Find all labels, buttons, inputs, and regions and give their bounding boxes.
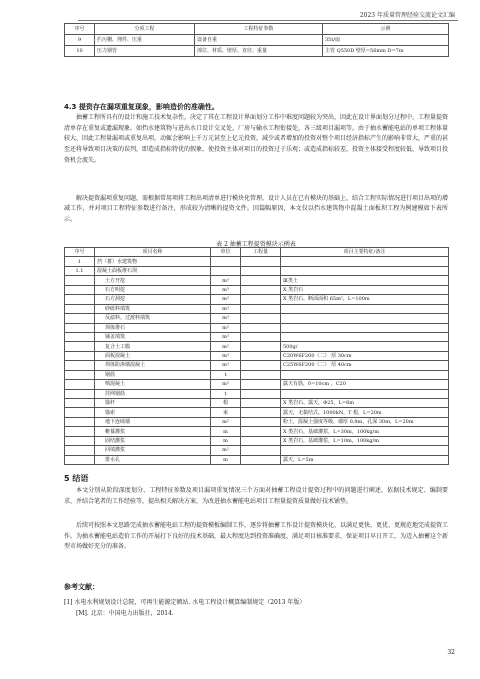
table-cell xyxy=(241,285,281,294)
table-cell xyxy=(65,455,95,464)
table-cell: 露天，L=5m xyxy=(281,455,449,464)
table-cell xyxy=(241,408,281,417)
running-header: 2023 年质量管理经验交流论文汇编 xyxy=(359,12,455,19)
table-cell: 束 xyxy=(211,408,241,417)
table-cell: C25W6F200（二） 厚 40cm xyxy=(281,361,449,370)
table-cell: X 类岩石，断面面积 65m²，L=100m xyxy=(281,295,449,304)
table-row xyxy=(65,455,449,464)
table-row xyxy=(65,276,449,285)
col-header: 分项工程 xyxy=(95,24,195,35)
body-paragraph: 解决提资漏项重复问题，需根据常用项将工程出项清单进行模块化管理。设计人员在已有模块的基础上，结合工程实际情况进行项目出项的增减工作，并对项目工程特征参数进行备注，形成较为清晰的提资文件。因篇幅原因，本文仅以挡水建筑物中混凝土面板坝工程为例建模如下表所示。 xyxy=(64,195,449,223)
table-cell xyxy=(281,266,449,275)
table-cell: 地下连续墙 xyxy=(95,417,211,426)
table-row xyxy=(65,361,449,370)
table-cell xyxy=(241,380,281,389)
references-heading: 参考文献： xyxy=(64,583,99,591)
table-cell xyxy=(241,455,281,464)
table-cell: 挂网钢筋 xyxy=(95,389,211,398)
table-cell xyxy=(241,332,281,341)
table-cell xyxy=(281,332,449,341)
col-header: 序号 xyxy=(65,24,95,35)
table-cell: 钢筋 xyxy=(95,370,211,379)
table-cell: m² xyxy=(211,417,241,426)
table-row xyxy=(65,304,449,313)
col-header: 项目名称 xyxy=(95,248,211,257)
body-paragraph: 后续可按照本文思路完成抽水蓄能电站工程的提资模板编制工作，逐步将抽蓄工作设计提资模块化，以满足更快、更优、更规范地完成提资工作。为抽水蓄能电站造价工作的开展打下良好的技术基础，最大程度达到投资准确度，满足项目核准要求，保证项目早日开工，为迈入抽蓄这个新型市场做好充分的准备。 xyxy=(64,522,449,551)
col-header: 序号 xyxy=(65,248,95,257)
table-cell: 粉土，混凝土强度等级、墙厚 0.8m，孔深 30m，L=20m xyxy=(281,417,449,426)
table-caption: 表 2 抽蓄工程提资模块示例表 xyxy=(216,241,296,248)
table-cell: m xyxy=(211,436,241,445)
table-cell: m xyxy=(211,455,241,464)
table-cell xyxy=(65,417,95,426)
table-cell: X 类岩石，基础灌浆，L=10m，100kg/m xyxy=(281,436,449,445)
reference-item: [1] 水电水利规划设计总院，可再生能源定额站. 水电工程设计概算编制规定（2013 年版） xyxy=(64,599,306,606)
table-cell xyxy=(241,361,281,370)
table-cell: m³ xyxy=(211,304,241,313)
table-cell: 设备自重 xyxy=(195,35,323,46)
table-cell: m³ xyxy=(211,295,241,304)
table-cell xyxy=(65,323,95,332)
table-row xyxy=(65,257,449,266)
table-cell xyxy=(281,314,449,323)
table-row xyxy=(65,285,449,294)
table-row xyxy=(65,417,449,426)
table-cell xyxy=(241,399,281,408)
table-cell xyxy=(281,389,449,398)
table-cell xyxy=(65,399,95,408)
table-cell: 主管 Q550D 壁厚=56mm D=7m xyxy=(323,46,449,57)
table-cell: 露天有筋，δ=10cm ，C20 xyxy=(281,380,449,389)
table-row xyxy=(65,46,449,57)
table-cell: t xyxy=(211,370,241,379)
table-row xyxy=(65,35,449,46)
table-cell xyxy=(65,408,95,417)
table-cell xyxy=(281,257,449,266)
table-1 xyxy=(64,23,449,57)
table-cell: m³ xyxy=(211,361,241,370)
body-paragraph: 抽蓄工程所具有的设计和施工技术复杂性，决定了其在工程设计界面划分工作中难度问题较为突出，因此在设计界面划分过程中，工程量提资清单存在重复或遗漏现象。如挡水建筑物与进出水口设计交叉处，厂房与输水工程衔接处，各三级项目漏项等。由于抽水蓄能电站的单项工程体量较大，因此工程量漏项或重复出项，动辄会影响上千万元甚至上亿元投资，减少或者增加的投资对整个项目经济指标产生的影响非常大，严重的甚至还将导致项目决策的误判，即造成指标特优的假象，使投资主体对项目的投资过于乐观；或造成指标较差，投资主体接受程度较低，导致项目投资机会流失。 xyxy=(64,114,449,164)
table-row xyxy=(65,332,449,341)
table-row xyxy=(65,389,449,398)
table-cell: m³ xyxy=(211,314,241,323)
table-cell: 固结灌浆 xyxy=(95,436,211,445)
table-cell: 根 xyxy=(211,399,241,408)
table-cell: 1.1 xyxy=(65,266,95,275)
table-cell: 砂砾料填筑 xyxy=(95,304,211,313)
table-cell xyxy=(65,436,95,445)
table-cell: 铺盖填筑 xyxy=(95,332,211,341)
table-cell: 部位、材质、壁厚、直径、重量 xyxy=(195,46,323,57)
table-cell xyxy=(281,323,449,332)
table-cell xyxy=(65,361,95,370)
table-cell: 坝体堆石 xyxy=(95,323,211,332)
table-cell xyxy=(281,370,449,379)
table-cell xyxy=(65,380,95,389)
table-cell: m³ xyxy=(211,380,241,389)
table-2-body xyxy=(65,257,449,465)
table-cell xyxy=(241,436,281,445)
table-row xyxy=(65,266,449,275)
table-cell xyxy=(241,323,281,332)
table-row xyxy=(65,380,449,389)
table-cell: 坝体防渗墙混凝土 xyxy=(95,361,211,370)
table-cell: 混凝土面板堆石坝 xyxy=(95,266,211,275)
table-cell xyxy=(241,257,281,266)
table-cell: 拦污栅、埋件、压重 xyxy=(95,35,195,46)
table-cell: 喷混凝土 xyxy=(95,380,211,389)
table-cell xyxy=(65,351,95,360)
table-cell xyxy=(65,427,95,436)
table-cell: 石方洞挖 xyxy=(95,295,211,304)
table-header-row xyxy=(65,248,449,257)
table-cell: 复合土工膜 xyxy=(95,342,211,351)
table-cell: m³ xyxy=(211,323,241,332)
col-header: 工程特征参数 xyxy=(195,24,323,35)
table-cell xyxy=(241,427,281,436)
table-cell: 反滤料、过渡料填筑 xyxy=(95,314,211,323)
table-cell xyxy=(65,285,95,294)
table-cell xyxy=(281,446,449,455)
table-cell: 500g/ xyxy=(281,342,449,351)
table-row xyxy=(65,295,449,304)
table-cell xyxy=(65,295,95,304)
reference-item-continuation: [M]. 北京：中国电力出版社，2014. xyxy=(76,610,174,617)
table-cell: 10 xyxy=(65,46,95,57)
table-cell xyxy=(241,370,281,379)
table-cell: 锚索 xyxy=(95,408,211,417)
table-cell xyxy=(211,257,241,266)
body-paragraph: 本文分别从阶段深度划分、工程特征参数及项目漏项重复情况三个方面对抽蓄工程设计提资过程中的问题进行阐述，依据技术规定、编制要求，并结合笔者的工作经验等，提出相关解决方案，为改进抽水蓄能电站项目工程量提资质量做好技术铺垫。 xyxy=(64,487,448,505)
col-header: 单位 xyxy=(211,248,241,257)
table-cell xyxy=(241,276,281,285)
table-cell xyxy=(241,417,281,426)
table-cell: m³ xyxy=(211,351,241,360)
table-cell xyxy=(65,304,95,313)
table-cell xyxy=(65,370,95,379)
table-cell: X 类岩石 xyxy=(281,285,449,294)
table-row xyxy=(65,314,449,323)
col-header: 项目主要特征/备注 xyxy=(281,248,449,257)
table-cell: m³ xyxy=(211,285,241,294)
table-cell: 回填灌浆 xyxy=(95,446,211,455)
table-cell: 1 xyxy=(65,257,95,266)
table-2 xyxy=(64,247,449,465)
page-number: 32 xyxy=(447,649,455,656)
table-cell xyxy=(241,304,281,313)
table-row xyxy=(65,408,449,417)
table-cell xyxy=(65,446,95,455)
table-cell: 面板混凝土 xyxy=(95,351,211,360)
table-cell: m³ xyxy=(211,332,241,341)
table-cell xyxy=(241,351,281,360)
table-cell: 石方明挖 xyxy=(95,285,211,294)
table-row xyxy=(65,436,449,445)
section-heading: 5 结语 xyxy=(64,474,89,483)
table-cell: X 类岩石、露天，Φ25，L=6m xyxy=(281,399,449,408)
table-cell: m² xyxy=(211,342,241,351)
table-cell: 锚杆 xyxy=(95,399,211,408)
table-row xyxy=(65,427,449,436)
table-cell: 帷幕灌浆 xyxy=(95,427,211,436)
col-header: 示例 xyxy=(323,24,449,35)
table-cell: 9 xyxy=(65,35,95,46)
table-cell: 露天，无黏结式，1000kN，T 根，L=20m xyxy=(281,408,449,417)
table-cell xyxy=(65,342,95,351)
table-cell xyxy=(241,314,281,323)
table-cell xyxy=(211,266,241,275)
table-cell: 35t/扇 xyxy=(323,35,449,46)
table-cell xyxy=(65,314,95,323)
table-cell xyxy=(241,342,281,351)
table-row xyxy=(65,323,449,332)
table-cell: 排水孔 xyxy=(95,455,211,464)
table-cell: C20W6F200（二） 厚 30cm xyxy=(281,351,449,360)
table-cell: 压力钢管 xyxy=(95,46,195,57)
table-cell: t xyxy=(211,389,241,398)
table-cell xyxy=(281,304,449,313)
table-cell: 挡（蓄）水建筑物 xyxy=(95,257,211,266)
table-cell xyxy=(241,446,281,455)
section-heading: 4.3 提资存在漏项重复现象，影响造价的准确性。 xyxy=(64,103,219,111)
table-cell xyxy=(65,389,95,398)
table-row xyxy=(65,399,449,408)
table-row xyxy=(65,351,449,360)
table-cell: X 类岩石，基础灌浆，L=30m，100kg/m xyxy=(281,427,449,436)
table-row xyxy=(65,370,449,379)
table-cell: m xyxy=(211,427,241,436)
col-header: 工程量 xyxy=(241,248,281,257)
table-cell xyxy=(65,276,95,285)
table-row xyxy=(65,342,449,351)
table-header-row xyxy=(65,24,449,35)
header-rule xyxy=(78,20,458,21)
table-cell: 土方开挖 xyxy=(95,276,211,285)
table-cell xyxy=(241,266,281,275)
table-cell xyxy=(241,389,281,398)
table-cell: m² xyxy=(211,446,241,455)
table-cell: m³ xyxy=(211,276,241,285)
table-cell: Ⅲ类土 xyxy=(281,276,449,285)
table-row xyxy=(65,446,449,455)
table-cell xyxy=(65,332,95,341)
table-cell xyxy=(241,295,281,304)
